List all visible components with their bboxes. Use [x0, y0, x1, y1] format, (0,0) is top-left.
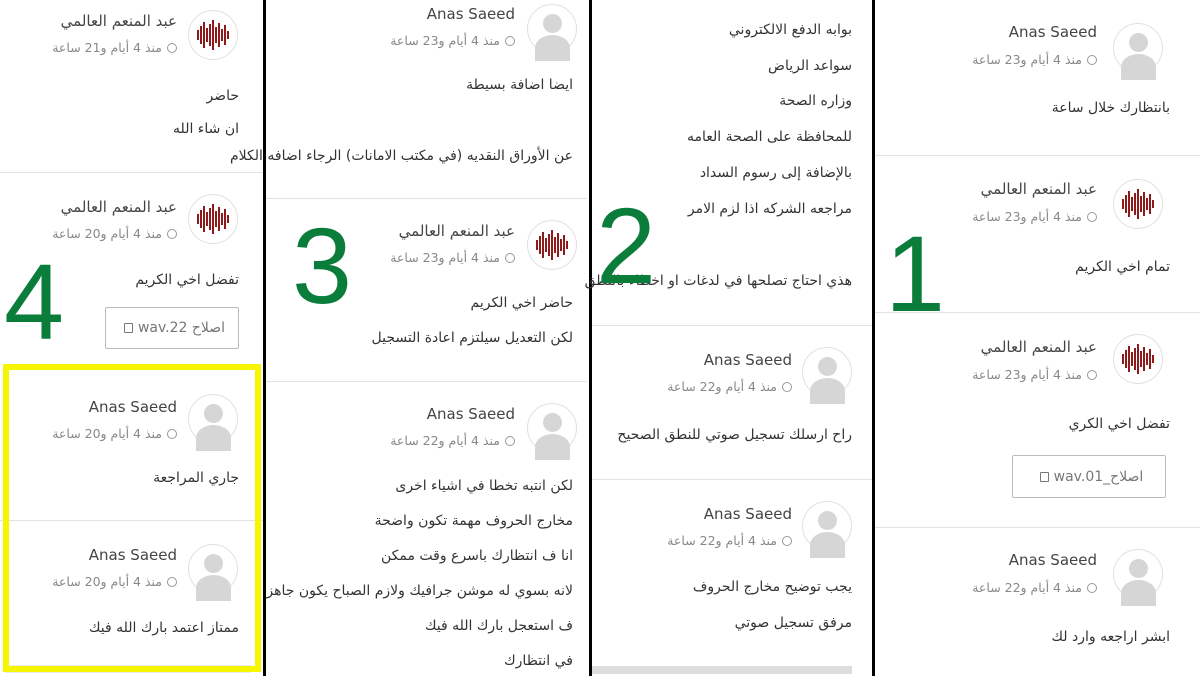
author-name[interactable]: Anas Saeed [1008, 23, 1097, 41]
comment-line: جاري المراجعة [153, 470, 239, 486]
author-name[interactable]: Anas Saeed [426, 5, 515, 23]
logo-avatar[interactable] [527, 220, 577, 270]
clock-icon [505, 436, 515, 446]
clock-icon [782, 382, 792, 392]
comment-time: منذ 4 أيام و23 ساعة [390, 250, 515, 265]
comment-line: هذي احتاج تصلحها في لدغات او اخطاء بالنطق [584, 273, 852, 289]
comment-time: منذ 4 أيام و20 ساعة [52, 426, 177, 441]
sound-wave-icon [1122, 344, 1154, 374]
author-name[interactable]: Anas Saeed [703, 505, 792, 523]
comment-item [0, 0, 263, 173]
clock-icon [1087, 55, 1097, 65]
comment-line: تمام اخي الكريم [1075, 259, 1170, 275]
comment-time: منذ 4 أيام و22 ساعة [972, 580, 1097, 595]
clock-icon [505, 36, 515, 46]
logo-avatar[interactable] [188, 10, 238, 60]
comment-time: منذ 4 أيام و23 ساعة [972, 52, 1097, 67]
comment-line: لكن التعديل سيلتزم اعادة التسجيل [371, 330, 573, 346]
comment-line: مخارج الحروف مهمة تكون واضحة [374, 513, 573, 529]
comment-line: تفضل اخي الكري [1068, 416, 1170, 432]
panel-number: 1 [885, 213, 946, 334]
comment-line: انا ف انتظارك باسرع وقت ممكن [380, 548, 573, 564]
save-icon [124, 323, 133, 333]
clock-icon [782, 536, 792, 546]
comment-line: ان شاء الله [173, 121, 239, 137]
clock-icon [1087, 583, 1097, 593]
comment-line: لانه بسوي له موشن جرافيك ولازم الصباح يكون جاهز [266, 583, 573, 599]
comment-line: عن الأوراق النقديه (في مكتب الامانات) الرجاء اضافه الكلام [230, 148, 573, 164]
attachment-button[interactable]: wav.22 اصلاح [105, 307, 239, 349]
comment-time: منذ 4 أيام و20 ساعة [52, 574, 177, 589]
comment-line: بالإضافة إلى رسوم السداد [699, 165, 852, 181]
comment-item [230, 0, 587, 199]
comment-time: منذ 4 أيام و22 ساعة [667, 533, 792, 548]
clock-icon [1087, 212, 1097, 222]
comment-item [266, 381, 587, 676]
sound-wave-icon [197, 20, 229, 50]
comment-item [592, 325, 872, 480]
comment-item [875, 0, 1200, 156]
comment-time: منذ 4 أيام و22 ساعة [390, 433, 515, 448]
author-name[interactable]: Anas Saeed [1008, 551, 1097, 569]
comment-line: راح ارسلك تسجيل صوتي للنطق الصحيح [617, 427, 852, 443]
comment-line: بوابه الدفع الالكتروني [728, 22, 852, 38]
save-icon [1040, 472, 1049, 482]
author-name[interactable]: عبد المنعم العالمي [980, 180, 1097, 198]
comment-line: ايضا اضافة بسيطة [466, 77, 573, 93]
sound-wave-icon [197, 204, 229, 234]
comment-item [592, 479, 872, 666]
author-name[interactable]: Anas Saeed [703, 351, 792, 369]
author-name[interactable]: Anas Saeed [88, 398, 177, 416]
comment-line: لكن انتبه تخطا في اشياء اخرى [395, 478, 573, 494]
panel-number: 2 [596, 185, 657, 306]
clock-icon [505, 253, 515, 263]
logo-avatar[interactable] [1113, 179, 1163, 229]
author-name[interactable]: Anas Saeed [88, 546, 177, 564]
user-avatar[interactable] [802, 347, 852, 397]
logo-avatar[interactable] [1113, 334, 1163, 384]
comment-line: في انتظارك [504, 653, 573, 669]
comment-line: وزاره الصحة [779, 93, 852, 109]
comment-line: سواعد الرياض [768, 58, 852, 74]
comment-item [875, 527, 1200, 676]
clock-icon [1087, 370, 1097, 380]
comment-time: منذ 4 أيام و20 ساعة [52, 226, 177, 241]
panel-number: 4 [4, 241, 65, 362]
author-name[interactable]: عبد المنعم العالمي [60, 198, 177, 216]
comment-line: ابشر اراجعه وارد لك [1051, 629, 1170, 645]
comment-line: يجب توضيح مخارج الحروف [692, 579, 852, 595]
comment-time: منذ 4 أيام و23 ساعة [972, 367, 1097, 382]
comment-line: مرفق تسجيل صوتي [734, 615, 852, 631]
author-name[interactable]: عبد المنعم العالمي [60, 12, 177, 30]
panel-4 [0, 0, 263, 676]
comment-time: منذ 4 أيام و23 ساعة [972, 209, 1097, 224]
logo-avatar[interactable] [188, 194, 238, 244]
comment-line: بانتظارك خلال ساعة [1051, 100, 1170, 116]
sound-wave-icon [1122, 189, 1154, 219]
horizontal-scrollbar[interactable] [592, 666, 852, 674]
comment-line: للمحافظة على الصحة العامه [686, 129, 852, 145]
user-avatar[interactable] [527, 4, 577, 54]
comment-line: حاضر [206, 88, 239, 104]
author-name[interactable]: عبد المنعم العالمي [398, 222, 515, 240]
panel-3 [230, 0, 587, 676]
comment-item [875, 312, 1200, 528]
user-avatar[interactable] [1113, 23, 1163, 73]
comment-time: منذ 4 أيام و23 ساعة [390, 33, 515, 48]
user-avatar[interactable] [1113, 549, 1163, 599]
comment-line: ف استعجل بارك الله فيك [424, 618, 573, 634]
comment-line: ممتاز اعتمد بارك الله فيك [88, 620, 239, 636]
panel-number: 3 [292, 205, 353, 326]
author-name[interactable]: عبد المنعم العالمي [980, 338, 1097, 356]
comment-time: منذ 4 أيام و21 ساعة [52, 40, 177, 55]
user-avatar[interactable] [802, 501, 852, 551]
sound-wave-icon [536, 230, 568, 260]
highlight-frame [3, 364, 261, 672]
comment-line: مراجعه الشركه اذا لزم الامر [687, 201, 852, 217]
comment-line: تفضل اخي الكريم [135, 272, 239, 288]
panel-1 [875, 0, 1200, 676]
clock-icon [167, 229, 177, 239]
panel-2 [584, 0, 872, 676]
clock-icon [167, 43, 177, 53]
attachment-button[interactable]: wav.01_اصلاح [1012, 455, 1166, 498]
comment-line: حاضر اخي الكريم [470, 295, 573, 311]
comment-time: منذ 4 أيام و22 ساعة [667, 379, 792, 394]
author-name[interactable]: Anas Saeed [426, 405, 515, 423]
user-avatar[interactable] [527, 403, 577, 453]
